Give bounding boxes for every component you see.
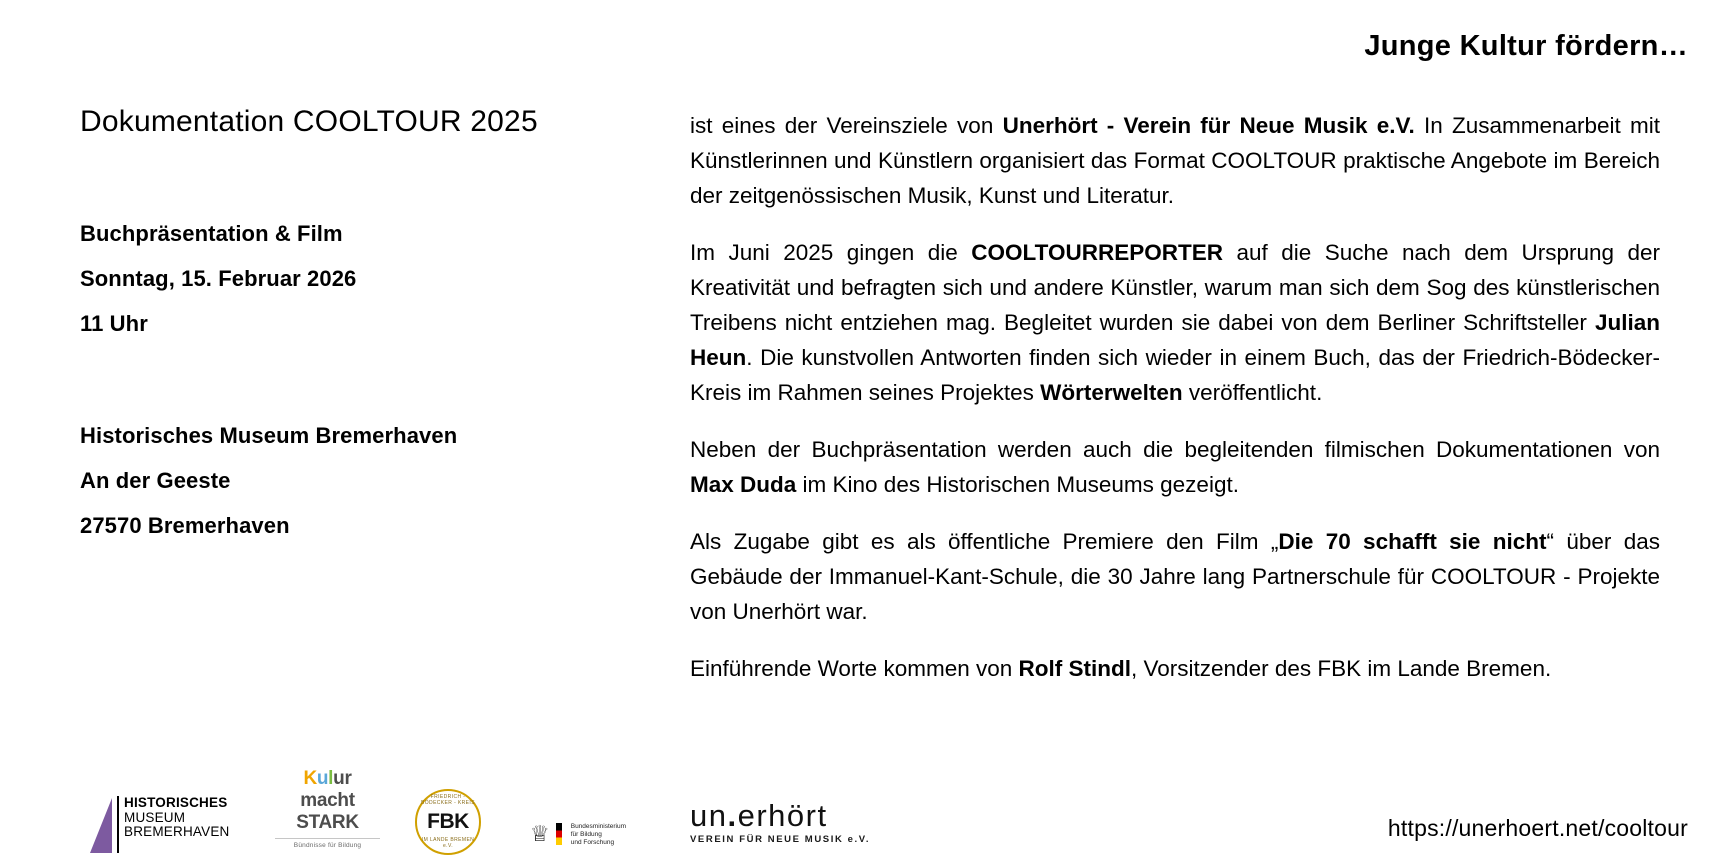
paragraph-5-part-3: , Vorsitzender des FBK im Lande Bremen. (1131, 656, 1552, 681)
fbk-ring-top-text: FRIEDRICH - BÖDECKER - KREIS (421, 794, 475, 806)
kms-wordmark (275, 768, 380, 790)
kms-letter-u: u (316, 768, 329, 789)
paragraph-5-part-1: Einführende Worte kommen von (690, 656, 1019, 681)
bmbf-line-2: für Bildung (570, 831, 602, 838)
federal-eagle-icon: ♕ (530, 821, 550, 846)
unerhoert-tagline: VEREIN FÜR NEUE MUSIK e.V. (690, 834, 871, 845)
org-name-unerhoert: Unerhört - Verein für Neue Musik e.V. (1002, 113, 1415, 138)
fbk-ring-bottom-text: IM LANDE BREMEN e.V. (421, 837, 475, 849)
venue-details (80, 413, 640, 548)
person-rolf-stindl: Rolf Stindl (1018, 656, 1131, 681)
fbk-abbreviation: FBK (427, 810, 469, 833)
paragraph-2-part-7: veröffentlicht. (1182, 380, 1323, 405)
venue-street: An der Geeste (80, 468, 231, 493)
museum-logo-text (124, 796, 229, 840)
left-column (80, 105, 640, 548)
person-julian-heun: Julian Heun (690, 310, 1660, 370)
museum-logo-line-2: MUSEUM (124, 809, 186, 825)
museum-logo-line-1: HISTORISCHES (124, 795, 228, 810)
bmbf-logo (530, 823, 626, 847)
paragraph-4-part-1: Als Zugabe gibt es als öffentliche Premiere den Film „ (690, 529, 1279, 554)
document-title: Dokumentation COOLTOUR 2025 (80, 105, 538, 138)
person-max-duda: Max Duda (690, 472, 797, 497)
paragraph-3-part-3: im Kino des Historischen Museums gezeigt. (796, 472, 1239, 497)
bmbf-logo-text (571, 823, 626, 847)
kultur-macht-stark-logo (275, 768, 380, 849)
event-details (80, 211, 640, 346)
kms-wordmark-second: macht STARK (296, 790, 359, 833)
venue-name: Historisches Museum Bremerhaven (80, 423, 458, 448)
body-text (690, 108, 1660, 686)
event-time: 11 Uhr (80, 311, 148, 336)
german-flag-icon (556, 823, 562, 845)
historisches-museum-logo (90, 796, 229, 853)
kms-letter-k: K (303, 768, 317, 789)
event-date: Sonntag, 15. Februar 2026 (80, 266, 357, 291)
fbk-logo (415, 789, 481, 855)
kms-letter-l: l (328, 768, 334, 789)
paragraph-1-part-3: In Zusammenarbeit mit Künstlerinnen und Künstlern organisiert das Format COOLTOUR praktische Angebote im Bereich der zeitgenössischen Musik, Kunst und Literatur. (690, 113, 1661, 208)
paragraph-2-part-1: Im Juni 2025 gingen die (690, 240, 972, 265)
paragraph-2-part-3: auf die Suche nach dem Ursprung der Kreativität und befragten sich und andere Künstler, warum man sich dem Sog des künstlerischen Treibens nicht entziehen mag. Begleitet wurden sie dabei von dem Berliner Schriftsteller (690, 240, 1660, 335)
bmbf-line-3: und Forschung (570, 839, 615, 846)
unerhoert-word-un: un (690, 798, 728, 833)
website-url[interactable]: https://unerhoert.net/cooltour (1387, 815, 1688, 841)
paragraph-1 (690, 108, 1660, 213)
unerhoert-logo (690, 799, 870, 845)
unerhoert-word-dot: . (727, 798, 738, 833)
divider-bar (117, 796, 119, 853)
paragraph-2 (690, 235, 1660, 410)
paragraph-1-part-1: ist eines der Vereinsziele von (690, 113, 1003, 138)
project-woerterwelten: Wörterwelten (1040, 380, 1183, 405)
paragraph-5 (690, 651, 1660, 686)
triangle-icon (90, 798, 112, 853)
page-headline: Junge Kultur fördern… (1364, 30, 1688, 62)
kms-subtitle: Bündnisse für Bildung (275, 838, 380, 849)
film-title: Die 70 schafft sie nicht (1278, 529, 1547, 554)
sponsor-logo-row (0, 768, 627, 867)
paragraph-4 (690, 524, 1660, 629)
paragraph-4-part-3: “ über das Gebäude der Immanuel-Kant-Schule, die 30 Jahre lang Partnerschule für COOLTOUR - Projekte von Unerhört war. (690, 529, 1660, 624)
paragraph-2-part-5: . Die kunstvollen Antworten finden sich wieder in einem Buch, das der Friedrich-Bödecker-Kreis im Rahmen seines Projektes (690, 345, 1660, 405)
bmbf-line-1: Bundesministerium (570, 823, 627, 830)
venue-city: 27570 Bremerhaven (80, 513, 290, 538)
unerhoert-word-erhoert: erhört (737, 798, 828, 833)
event-type: Buchpräsentation & Film (80, 221, 343, 246)
museum-logo-line-3: BREMERHAVEN (124, 824, 230, 839)
term-cooltourreporter: COOLTOURREPORTER (971, 240, 1223, 265)
paragraph-3 (690, 432, 1660, 502)
unerhoert-wordmark (690, 799, 870, 833)
kms-letters-rest: ur (333, 768, 352, 789)
paragraph-3-part-1: Neben der Buchpräsentation werden auch die begleitenden filmischen Dokumentationen von (690, 437, 1660, 462)
